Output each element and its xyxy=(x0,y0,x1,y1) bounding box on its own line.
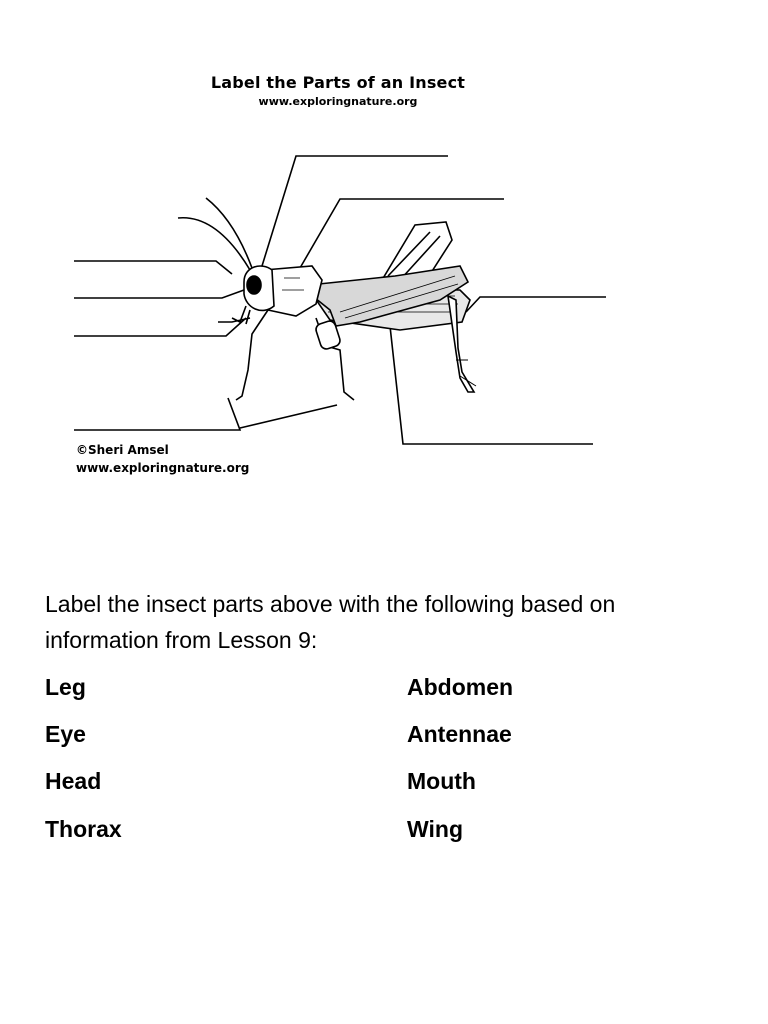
antenna xyxy=(178,218,250,270)
eye xyxy=(247,276,261,294)
credit-url: www.exploringnature.org xyxy=(76,461,250,475)
source-url: www.exploringnature.org xyxy=(258,95,418,108)
label-line-right-1 xyxy=(466,297,606,312)
word-bank-item: Abdomen xyxy=(407,674,514,700)
word-bank-item: Eye xyxy=(45,721,86,747)
image-credit xyxy=(76,441,249,477)
word-bank-item: Head xyxy=(45,768,102,794)
word-bank-item: Thorax xyxy=(45,816,122,842)
word-bank-item: Leg xyxy=(45,674,86,700)
word-bank-item: Mouth xyxy=(407,768,476,794)
grasshopper xyxy=(178,198,476,400)
label-line-leg xyxy=(74,398,240,430)
word-bank-item: Antennae xyxy=(407,721,512,747)
credit-name: ©Sheri Amsel xyxy=(76,443,169,457)
antenna xyxy=(206,198,252,268)
label-line-leg-2 xyxy=(240,405,337,428)
instructions: Label the insect parts above with the following based on information from Lesson 9: xyxy=(45,591,616,653)
worksheet-title: Label the Parts of an Insect xyxy=(210,73,466,92)
word-bank-item: Wing xyxy=(407,816,463,842)
label-line-left-3 xyxy=(74,318,246,336)
label-line-left-2 xyxy=(74,290,244,298)
label-line-right-2 xyxy=(390,326,593,444)
label-line-left-1 xyxy=(74,261,232,274)
